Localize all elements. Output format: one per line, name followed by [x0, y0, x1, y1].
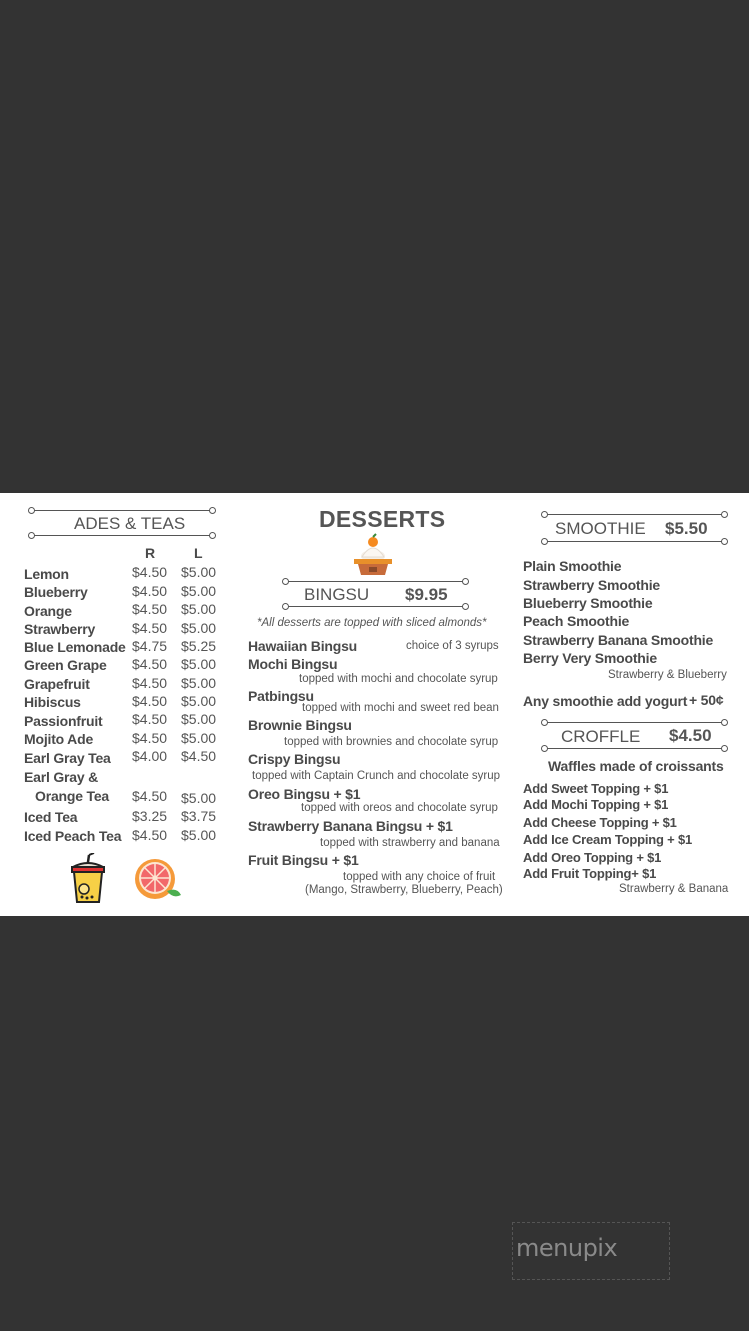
divider-dot — [209, 532, 216, 539]
grapefruit-icon — [133, 857, 183, 901]
croffle-price: $4.50 — [669, 726, 712, 745]
divider-dot — [721, 745, 728, 752]
price-regular: $4.50 — [132, 620, 168, 636]
smoothie-item: Blueberry Smoothie — [523, 595, 653, 611]
price-regular: $4.50 — [132, 583, 168, 599]
watermark-logo: menupix — [516, 1234, 618, 1262]
menu-item-name: Iced Tea — [24, 809, 78, 825]
price-large: $5.00 — [181, 583, 217, 599]
dessert-desc: topped with Captain Crunch and chocolate syrup — [252, 770, 501, 782]
price-regular: $4.50 — [132, 693, 168, 709]
dessert-desc: topped with any choice of fruit — [343, 871, 496, 883]
yogurt-addon: Any smoothie add yogurt — [523, 693, 688, 709]
divider-dot — [721, 511, 728, 518]
price-large: $5.00 — [181, 827, 217, 843]
bingsu-dessert-icon — [352, 533, 394, 577]
dessert-desc: topped with mochi and sweet red bean — [302, 702, 499, 714]
menu-item-name: Lemon — [24, 566, 69, 582]
bingsu-header: BINGSU — [304, 585, 370, 604]
topping-item: Add Cheese Topping + $1 — [523, 815, 677, 830]
price-regular: $4.50 — [132, 601, 168, 617]
smoothie-item: Strawberry Banana Smoothie — [523, 632, 714, 648]
berry-note: Strawberry & Blueberry — [608, 669, 727, 681]
divider-line — [34, 535, 210, 536]
menu-item-name: Orange — [24, 603, 72, 619]
smoothie-item: Berry Very Smoothie — [523, 650, 657, 666]
topping-item: Add Oreo Topping + $1 — [523, 850, 662, 865]
price-regular: $4.50 — [132, 656, 168, 672]
price-regular: $4.50 — [132, 675, 168, 691]
divider-dot — [209, 507, 216, 514]
menu-item-name: Hibiscus — [24, 694, 81, 710]
dessert-desc: topped with oreos and chocolate syrup — [301, 802, 498, 814]
column-header-large: L — [194, 545, 203, 561]
boba-cup-icon — [70, 853, 106, 905]
price-large: $5.25 — [181, 638, 217, 654]
price-large: $5.00 — [181, 730, 217, 746]
price-large: $5.00 — [181, 790, 217, 806]
dessert-name: Brownie Bingsu — [248, 717, 352, 733]
divider-line — [547, 514, 722, 515]
smoothie-item: Strawberry Smoothie — [523, 577, 661, 593]
divider-line — [547, 722, 722, 723]
smoothie-item: Plain Smoothie — [523, 558, 622, 574]
price-large: $5.00 — [181, 675, 217, 691]
menu-item-name: Earl Gray & — [24, 769, 99, 785]
menu-item-name: Iced Peach Tea — [24, 828, 122, 844]
bingsu-price: $9.95 — [405, 585, 448, 604]
menu-item-name: Orange Tea — [35, 788, 109, 804]
smoothie-price: $5.50 — [665, 519, 708, 538]
dessert-desc: topped with strawberry and banana — [320, 837, 500, 849]
price-regular: $4.75 — [132, 638, 168, 654]
price-large: $5.00 — [181, 711, 217, 727]
price-large: $5.00 — [181, 693, 217, 709]
price-regular: $4.50 — [132, 711, 168, 727]
divider-dot — [462, 578, 469, 585]
price-regular: $4.50 — [132, 788, 168, 804]
section-title-ades-teas: ADES & TEAS — [74, 514, 186, 533]
divider-dot — [721, 538, 728, 545]
menu-item-name: Mojito Ade — [24, 731, 94, 747]
topping-item: Add Sweet Topping + $1 — [523, 781, 669, 796]
dessert-desc: topped with brownies and chocolate syrup — [284, 736, 499, 748]
section-title-desserts: DESSERTS — [319, 506, 446, 532]
price-regular: $4.50 — [132, 564, 168, 580]
divider-line — [547, 541, 722, 542]
croffle-header: CROFFLE — [561, 727, 641, 746]
dessert-name: Crispy Bingsu — [248, 751, 341, 767]
menu-panel — [0, 493, 749, 916]
yogurt-price: + 50¢ — [689, 692, 724, 708]
dessert-name: Strawberry Banana Bingsu + $1 — [248, 818, 453, 834]
almond-note: *All desserts are topped with sliced almonds* — [257, 617, 487, 629]
menu-item-name: Blue Lemonade — [24, 639, 126, 655]
divider-line — [288, 581, 463, 582]
menu-item-name: Blueberry — [24, 584, 88, 600]
menu-item-name: Earl Gray Tea — [24, 750, 111, 766]
price-large: $5.00 — [181, 564, 217, 580]
divider-line — [288, 606, 463, 607]
fruit-topping-note: Strawberry & Banana — [619, 883, 729, 895]
dessert-desc-fruits: (Mango, Strawberry, Blueberry, Peach) — [305, 884, 503, 896]
menu-item-name: Grapefruit — [24, 676, 90, 692]
price-large: $4.50 — [181, 748, 217, 764]
price-regular: $4.00 — [132, 748, 168, 764]
divider-dot — [462, 603, 469, 610]
menu-item-name: Strawberry — [24, 621, 96, 637]
smoothie-item: Peach Smoothie — [523, 613, 630, 629]
menu-item-name: Green Grape — [24, 657, 107, 673]
dessert-desc: topped with mochi and chocolate syrup — [299, 673, 498, 685]
price-regular: $4.50 — [132, 730, 168, 746]
dessert-name: Hawaiian Bingsu — [248, 638, 358, 654]
dessert-name: Mochi Bingsu — [248, 656, 338, 672]
price-large: $5.00 — [181, 656, 217, 672]
divider-line — [34, 510, 210, 511]
divider-dot — [721, 719, 728, 726]
menu-item-name: Passionfruit — [24, 713, 103, 729]
dessert-name: Fruit Bingsu + $1 — [248, 852, 359, 868]
dessert-desc: choice of 3 syrups — [406, 640, 499, 652]
topping-item: Add Fruit Topping+ $1 — [523, 866, 657, 881]
price-large: $5.00 — [181, 620, 217, 636]
smoothie-header: SMOOTHIE — [555, 519, 646, 538]
divider-line — [547, 748, 722, 749]
topping-item: Add Ice Cream Topping + $1 — [523, 832, 693, 847]
dessert-name: Patbingsu — [248, 688, 314, 704]
croffle-subtitle: Waffles made of croissants — [548, 758, 724, 774]
price-large: $3.75 — [181, 808, 217, 824]
price-large: $5.00 — [181, 601, 217, 617]
dessert-name: Oreo Bingsu + $1 — [248, 786, 361, 802]
price-regular: $3.25 — [132, 808, 168, 824]
topping-item: Add Mochi Topping + $1 — [523, 797, 669, 812]
column-header-regular: R — [145, 545, 155, 561]
price-regular: $4.50 — [132, 827, 168, 843]
